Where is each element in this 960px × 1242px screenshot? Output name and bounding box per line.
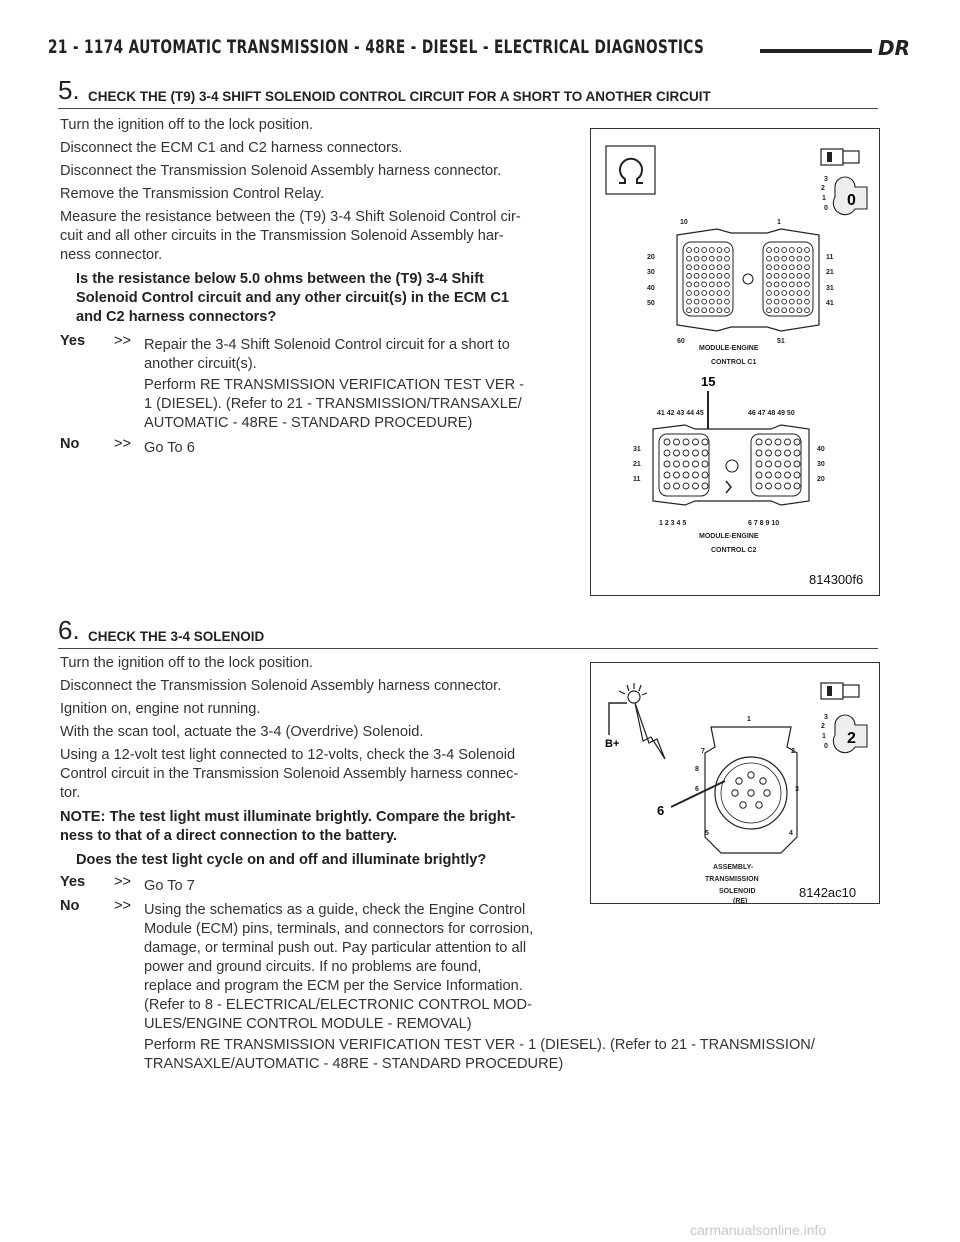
ecm-connector-figure xyxy=(590,128,880,596)
c2-pin-label: 30 xyxy=(817,461,825,468)
c1-pin-label: 60 xyxy=(677,338,685,345)
c1-pin-label: 40 xyxy=(647,285,655,292)
answer-line: Using the schematics as a guide, check the Engine Control xyxy=(144,902,526,918)
key-scale-1: 1 xyxy=(822,195,826,202)
no-label: No xyxy=(60,436,80,452)
pin-callout: 15 xyxy=(701,374,716,389)
answer-line: ULES/ENGINE CONTROL MODULE - REMOVAL) xyxy=(144,1016,472,1032)
pin-callout: 6 xyxy=(657,803,665,818)
header-rule xyxy=(760,49,872,53)
sol-pin-label: 3 xyxy=(795,786,799,793)
answer-line: Perform RE TRANSMISSION VERIFICATION TEST VER - 1 (DIESEL). (Refer to 21 - TRANSMISSION/ xyxy=(144,1037,815,1053)
c1-pin-label: 41 xyxy=(826,300,834,307)
sol-pin-label: 6 xyxy=(695,786,699,793)
c1-pin-label: 30 xyxy=(647,269,655,276)
c1-pin-label: 10 xyxy=(680,219,688,226)
c2-pin-label: 20 xyxy=(817,476,825,483)
sol-pin-label: 7 xyxy=(701,748,705,755)
key-digit: 0 xyxy=(847,192,856,209)
instruction-line: Disconnect the Transmission Solenoid Assembly harness connector. xyxy=(60,163,502,179)
yes-arrow: >> xyxy=(114,874,132,890)
answer-line: damage, or terminal push out. Pay particular attention to all xyxy=(144,940,527,956)
ohm-icon xyxy=(619,159,643,183)
instruction-line: Measure the resistance between the (T9) 3-4 Shift Solenoid Control cir- xyxy=(60,209,521,225)
ecm-connector-diagram xyxy=(591,129,879,595)
step-title: CHECK THE 3-4 SOLENOID xyxy=(88,629,265,644)
c1-pin-label: 1 xyxy=(777,219,781,226)
instruction-line: Turn the ignition off to the lock position. xyxy=(60,655,314,671)
answer-line: another circuit(s). xyxy=(144,356,257,372)
question-line: and C2 harness connectors? xyxy=(76,309,277,325)
connector-pin xyxy=(756,802,762,808)
instruction-line: Ignition on, engine not running. xyxy=(60,701,261,717)
instruction-line: Using a 12-volt test light connected to 12-volts, check the 3-4 Solenoid xyxy=(60,747,516,763)
c2-pin-label: 11 xyxy=(633,476,641,483)
sol-caption: ASSEMBLY- xyxy=(713,864,754,871)
c2-caption: CONTROL C2 xyxy=(711,547,757,554)
c1-pin-label: 11 xyxy=(826,254,834,261)
note-line: NOTE: The test light must illuminate brightly. Compare the bright- xyxy=(60,809,516,825)
step-number: 6. xyxy=(58,615,80,645)
connector-pin xyxy=(732,790,738,796)
c1-pin-label: 51 xyxy=(777,338,785,345)
ecm-c2-connector xyxy=(653,425,809,505)
c1-pin-label: 21 xyxy=(826,269,834,276)
key-digit: 2 xyxy=(847,730,856,747)
c1-caption: CONTROL C1 xyxy=(711,359,757,366)
connector-pin xyxy=(736,778,742,784)
no-arrow: >> xyxy=(114,898,132,914)
sol-caption: (RE) xyxy=(733,898,748,903)
no-label: No xyxy=(60,898,80,914)
c2-pin-label: 1 2 3 4 5 xyxy=(659,520,687,527)
c1-caption: MODULE-ENGINE xyxy=(699,345,759,352)
question-line: Does the test light cycle on and off and illuminate brightly? xyxy=(76,852,487,868)
sol-pin-label: 2 xyxy=(791,748,795,755)
connector-pin xyxy=(740,802,746,808)
step-number: 5. xyxy=(58,75,80,105)
answer-line: AUTOMATIC - 48RE - STANDARD PROCEDURE) xyxy=(144,415,473,431)
c2-pin-label: 21 xyxy=(633,461,641,468)
key-scale-2: 2 xyxy=(821,723,825,730)
no-arrow: >> xyxy=(114,436,132,452)
key-scale-0: 0 xyxy=(824,743,828,750)
step-6-heading xyxy=(58,615,878,649)
watermark: carmanualsonline.info xyxy=(690,1222,827,1238)
c2-pin-label: 31 xyxy=(633,446,641,453)
c1-pin-label: 50 xyxy=(647,300,655,307)
step-title: CHECK THE (T9) 3-4 SHIFT SOLENOID CONTROL CIRCUIT FOR A SHORT TO ANOTHER CIRCUIT xyxy=(88,89,711,104)
connector-pin xyxy=(748,790,754,796)
answer-line: TRANSAXLE/AUTOMATIC - 48RE - STANDARD PROCEDURE) xyxy=(144,1056,564,1072)
sol-caption: TRANSMISSION xyxy=(705,876,759,883)
answer-line: 1 (DIESEL). (Refer to 21 - TRANSMISSION/TRANSAXLE/ xyxy=(144,396,522,412)
answer-line: Go To 6 xyxy=(144,440,195,456)
step-5-heading xyxy=(58,75,878,109)
yes-arrow: >> xyxy=(114,333,132,349)
figure-id: 814300f6 xyxy=(809,572,864,587)
answer-line: Perform RE TRANSMISSION VERIFICATION TEST VER - xyxy=(144,377,525,393)
ecm-c1-connector xyxy=(677,229,819,331)
key-scale-1: 1 xyxy=(822,733,826,740)
c2-pin-label: 6 7 8 9 10 xyxy=(748,520,780,527)
answer-line: power and ground circuits. If no problems are found, xyxy=(144,959,482,975)
key-scale-3: 3 xyxy=(824,176,828,183)
instruction-line: tor. xyxy=(60,785,81,801)
connector-pin xyxy=(760,778,766,784)
instruction-line: Disconnect the ECM C1 and C2 harness connectors. xyxy=(60,140,403,156)
instruction-line: With the scan tool, actuate the 3-4 (Overdrive) Solenoid. xyxy=(60,724,424,740)
c1-pin-label: 31 xyxy=(826,285,834,292)
note-line: ness to that of a direct connection to the battery. xyxy=(60,828,398,844)
key-scale-3: 3 xyxy=(824,714,828,721)
c2-caption: MODULE-ENGINE xyxy=(699,533,759,540)
key-scale-0: 0 xyxy=(824,205,828,212)
instruction-line: Turn the ignition off to the lock position. xyxy=(60,117,314,133)
sol-pin-label: 8 xyxy=(695,766,699,773)
answer-line: (Refer to 8 - ELECTRICAL/ELECTRONIC CONTROL MOD- xyxy=(144,997,532,1013)
answer-line: replace and program the ECM per the Service Information. xyxy=(144,978,523,994)
question-line: Solenoid Control circuit and any other circuit(s) in the ECM C1 xyxy=(76,290,509,306)
c2-pin-label: 40 xyxy=(817,446,825,453)
instruction-line: ness connector. xyxy=(60,247,163,263)
solenoid-connector-figure xyxy=(590,662,880,904)
instruction-line: cuit and all other circuits in the Transmission Solenoid Assembly har- xyxy=(60,228,504,244)
yes-label: Yes xyxy=(60,874,86,890)
sol-pin-label: 5 xyxy=(705,830,709,837)
sol-pin-label: 4 xyxy=(789,830,793,837)
connector-pin xyxy=(748,772,754,778)
connector-pin xyxy=(764,790,770,796)
bplus-label: B+ xyxy=(605,738,620,750)
header-badge: DR xyxy=(878,36,911,60)
page-title: 21 - 1174 AUTOMATIC TRANSMISSION - 48RE - DIESEL - ELECTRICAL DIAGNOSTICS xyxy=(48,36,705,58)
ohmmeter-box xyxy=(606,146,655,194)
answer-line: Repair the 3-4 Shift Solenoid Control circuit for a short to xyxy=(144,337,510,353)
instruction-line: Remove the Transmission Control Relay. xyxy=(60,186,325,202)
answer-line: Go To 7 xyxy=(144,878,195,894)
solenoid-connector-diagram xyxy=(591,663,879,903)
c1-pin-label: 20 xyxy=(647,254,655,261)
question-line: Is the resistance below 5.0 ohms between the (T9) 3-4 Shift xyxy=(76,271,484,287)
c2-pin-label: 46 47 48 49 50 xyxy=(748,410,795,417)
figure-id: 8142ac10 xyxy=(799,885,857,900)
instruction-line: Disconnect the Transmission Solenoid Assembly harness connector. xyxy=(60,678,502,694)
yes-label: Yes xyxy=(60,333,86,349)
answer-line: Module (ECM) pins, terminals, and connectors for corrosion, xyxy=(144,921,534,937)
sol-pin-label: 1 xyxy=(747,716,751,723)
page-header xyxy=(48,36,911,72)
solenoid-connector xyxy=(705,727,797,853)
key-scale-2: 2 xyxy=(821,185,825,192)
instruction-line: Control circuit in the Transmission Solenoid Assembly harness connec- xyxy=(60,766,519,782)
sol-caption: SOLENOID xyxy=(719,888,756,895)
c2-pin-label: 41 42 43 44 45 xyxy=(657,410,704,417)
